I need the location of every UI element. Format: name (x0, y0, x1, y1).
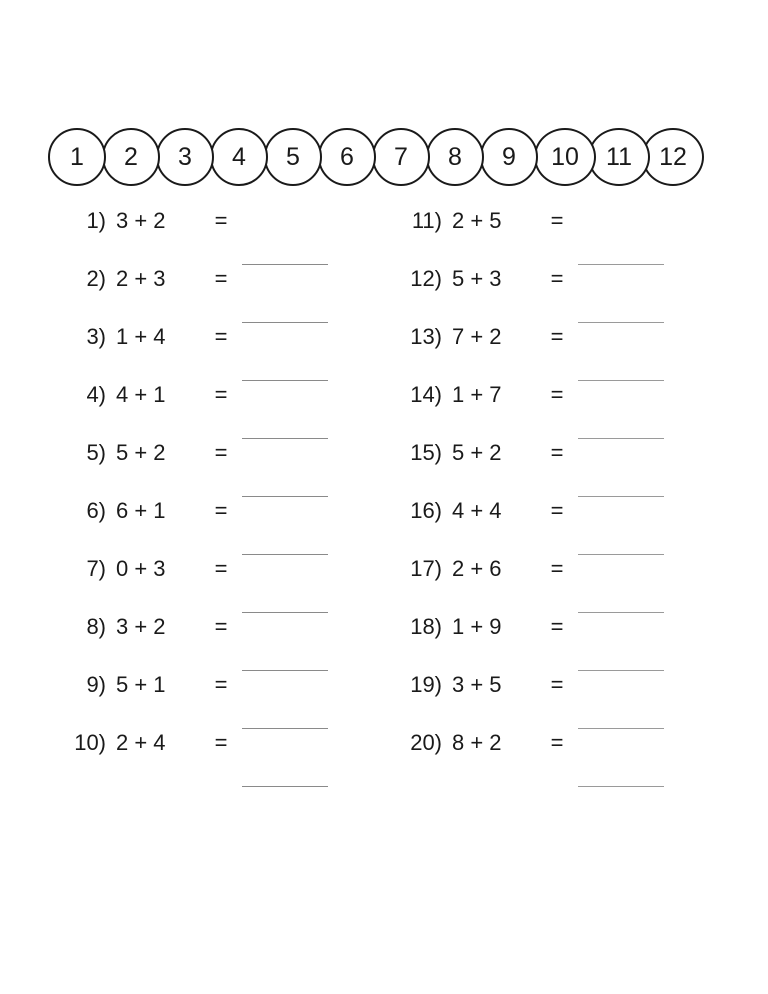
problem-number: 12) (410, 266, 442, 291)
answer-blank[interactable] (242, 746, 328, 787)
equals-sign: = (214, 440, 228, 465)
answer-blank[interactable] (578, 224, 664, 265)
number-bubble-4: 4 (210, 128, 268, 186)
equals-sign: = (550, 208, 564, 233)
problem-number: 11) (411, 208, 442, 233)
problem-expression: 5 + 2 (116, 440, 166, 465)
problem-number: 15) (410, 440, 442, 465)
equals-sign: = (214, 266, 228, 291)
problem-expression: 4 + 4 (452, 498, 502, 523)
number-bubble-7: 7 (372, 128, 430, 186)
problem-number: 9) (86, 672, 106, 697)
number-bubble-5: 5 (264, 128, 322, 186)
problem-expression: 6 + 1 (116, 498, 166, 523)
answer-blank[interactable] (578, 630, 664, 671)
problem-row (398, 556, 718, 614)
number-bubble-8: 8 (426, 128, 484, 186)
answer-blank[interactable] (242, 282, 328, 323)
equals-sign: = (214, 498, 228, 523)
answer-blank[interactable] (578, 282, 664, 323)
answer-blank[interactable] (242, 398, 328, 439)
problem-expression: 5 + 1 (116, 672, 166, 697)
answer-blank[interactable] (242, 572, 328, 613)
problem-expression: 2 + 4 (116, 730, 166, 755)
problem-row (62, 498, 382, 556)
problem-row (398, 730, 718, 788)
answer-blank[interactable] (578, 456, 664, 497)
problem-number: 18) (410, 614, 442, 639)
problem-expression: 2 + 3 (116, 266, 166, 291)
problem-row (398, 208, 718, 266)
problem-expression: 3 + 2 (116, 614, 166, 639)
problem-row (398, 324, 718, 382)
problem-expression: 5 + 2 (452, 440, 502, 465)
problem-number: 1) (86, 208, 106, 233)
number-bubble-12: 12 (642, 128, 704, 186)
problem-row (398, 440, 718, 498)
problem-number: 17) (410, 556, 442, 581)
problem-expression: 8 + 2 (452, 730, 502, 755)
equals-sign: = (550, 266, 564, 291)
number-bubble-3: 3 (156, 128, 214, 186)
equals-sign: = (214, 672, 228, 697)
answer-blank[interactable] (578, 514, 664, 555)
problem-number: 14) (410, 382, 442, 407)
equals-sign: = (550, 730, 564, 755)
number-bubble-2: 2 (102, 128, 160, 186)
problem-number: 20) (410, 730, 442, 755)
answer-blank[interactable] (242, 456, 328, 497)
problem-column-right (398, 208, 718, 788)
problem-row (398, 382, 718, 440)
problem-number: 16) (410, 498, 442, 523)
number-bubble-11: 11 (588, 128, 650, 186)
problem-row (398, 266, 718, 324)
problem-number: 3) (86, 324, 106, 349)
equals-sign: = (214, 614, 228, 639)
problem-row (62, 324, 382, 382)
problem-number: 13) (410, 324, 442, 349)
problem-expression: 1 + 4 (116, 324, 166, 349)
problem-number: 10) (74, 730, 106, 755)
problem-column-left (62, 208, 382, 788)
problem-row (62, 440, 382, 498)
equals-sign: = (550, 382, 564, 407)
problem-number: 8) (86, 614, 106, 639)
equals-sign: = (550, 614, 564, 639)
problem-row (398, 614, 718, 672)
problem-row (398, 498, 718, 556)
problem-number: 4) (86, 382, 106, 407)
problem-row (62, 208, 382, 266)
problem-expression: 2 + 5 (452, 208, 502, 233)
number-bubble-6: 6 (318, 128, 376, 186)
problem-number: 5) (86, 440, 106, 465)
answer-blank[interactable] (578, 688, 664, 729)
equals-sign: = (550, 672, 564, 697)
problem-expression: 5 + 3 (452, 266, 502, 291)
number-line-strip (48, 128, 720, 190)
equals-sign: = (214, 730, 228, 755)
problem-number: 7) (86, 556, 106, 581)
answer-blank[interactable] (242, 340, 328, 381)
problem-row (398, 672, 718, 730)
answer-blank[interactable] (578, 572, 664, 613)
answer-blank[interactable] (578, 398, 664, 439)
problem-expression: 1 + 9 (452, 614, 502, 639)
problem-expression: 2 + 6 (452, 556, 502, 581)
number-bubble-1: 1 (48, 128, 106, 186)
number-bubble-10: 10 (534, 128, 596, 186)
equals-sign: = (550, 498, 564, 523)
problem-expression: 0 + 3 (116, 556, 166, 581)
problem-row (62, 730, 382, 788)
answer-blank[interactable] (242, 688, 328, 729)
problem-expression: 7 + 2 (452, 324, 502, 349)
answer-blank[interactable] (242, 224, 328, 265)
equals-sign: = (214, 382, 228, 407)
answer-blank[interactable] (578, 340, 664, 381)
problem-row (62, 382, 382, 440)
problem-number: 6) (86, 498, 106, 523)
problem-expression: 3 + 5 (452, 672, 502, 697)
number-bubble-9: 9 (480, 128, 538, 186)
problem-row (62, 672, 382, 730)
problem-number: 2) (86, 266, 106, 291)
equals-sign: = (214, 208, 228, 233)
answer-blank[interactable] (242, 514, 328, 555)
answer-blank[interactable] (578, 746, 664, 787)
problem-row (62, 614, 382, 672)
equals-sign: = (550, 556, 564, 581)
answer-blank[interactable] (242, 630, 328, 671)
problem-expression: 3 + 2 (116, 208, 166, 233)
equals-sign: = (214, 556, 228, 581)
problem-row (62, 556, 382, 614)
problem-number: 19) (410, 672, 442, 697)
problem-expression: 4 + 1 (116, 382, 166, 407)
equals-sign: = (550, 440, 564, 465)
problem-row (62, 266, 382, 324)
equals-sign: = (550, 324, 564, 349)
problem-expression: 1 + 7 (452, 382, 502, 407)
equals-sign: = (214, 324, 228, 349)
